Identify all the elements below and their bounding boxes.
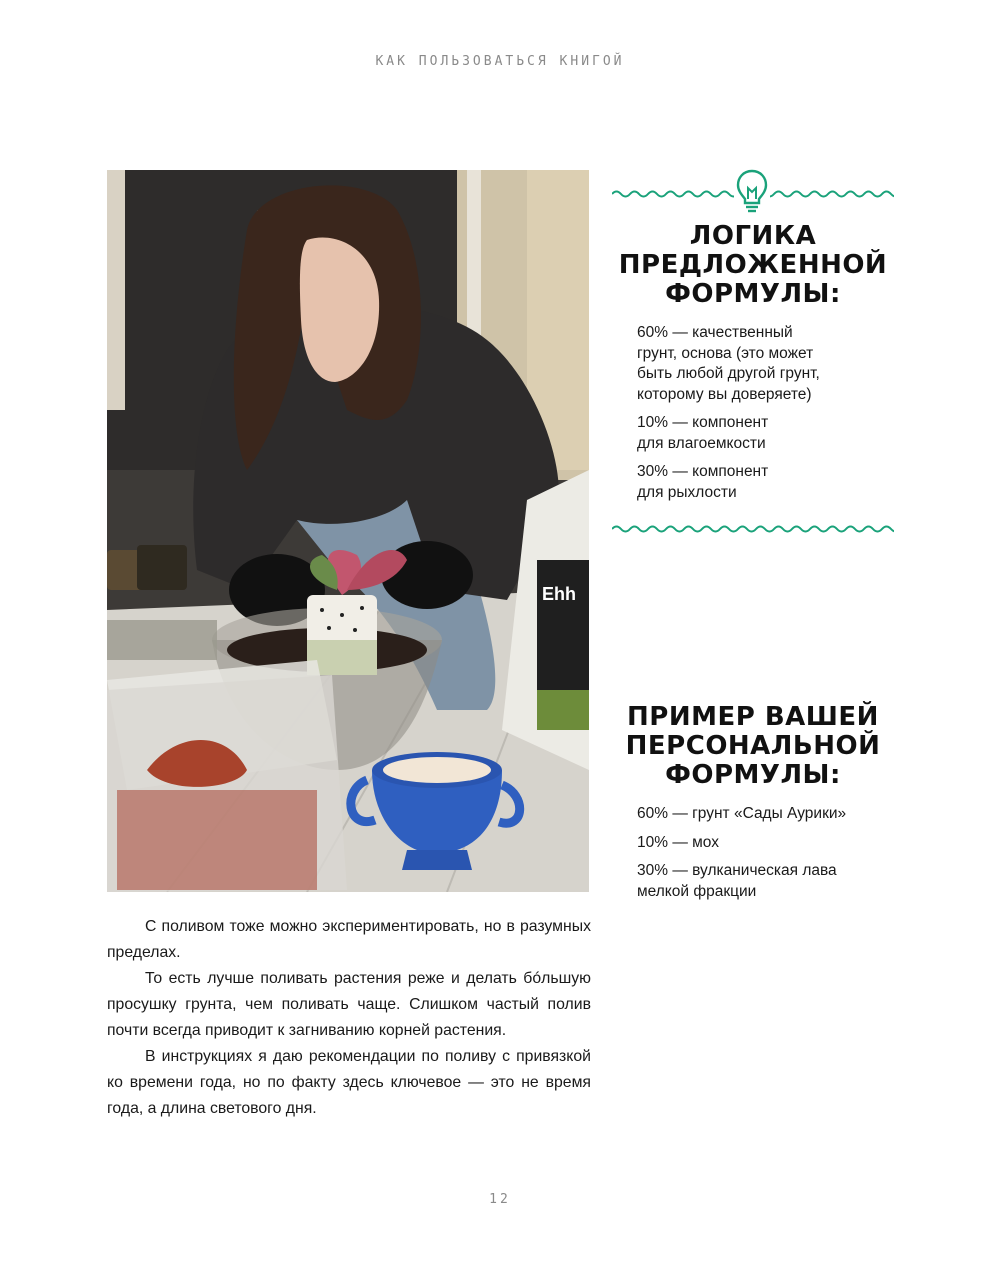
page-number: 12 [489, 1192, 511, 1207]
wave-divider-top [612, 168, 894, 220]
formula-example-title: ПРИМЕР ВАШЕЙ ПЕРСОНАЛЬНОЙ ФОРМУЛЫ: [625, 702, 881, 790]
formula-logic-box [612, 168, 894, 535]
list-item: 10% — компонент для влагоемкости [637, 414, 769, 452]
paragraph: С поливом тоже можно экспериментировать, но в разумных пределах. [107, 918, 591, 961]
list-item: 60% — качественный грунт, основа (это может быть любой другой грунт, которому вы доверяете) [637, 324, 820, 403]
photo-woman-planting [107, 170, 589, 892]
wave-divider-bottom [612, 523, 894, 535]
list-item: 30% — компонент для рыхлости [637, 463, 769, 501]
running-head: КАК ПОЛЬЗОВАТЬСЯ КНИГОЙ [375, 54, 625, 69]
lightbulb-icon [734, 168, 770, 214]
paragraph: То есть лучше поливать растения реже и делать бóльшую просушку грунта, чем поливать чаще. Слишком частый полив почти всегда приводит к загниванию корней растения. [107, 970, 591, 1039]
formula-example-list [612, 804, 894, 902]
soil-bag-label: Ehh [542, 584, 576, 604]
list-item: 10% — мох [637, 833, 719, 851]
formula-logic-title: ЛОГИКА ПРЕДЛОЖЕННОЙ ФОРМУЛЫ: [618, 221, 888, 309]
formula-logic-list [612, 323, 894, 503]
list-item: 30% — вулканическая лава мелкой фракции [637, 862, 837, 900]
body-text [107, 914, 591, 1122]
list-item: 60% — грунт «Сады Аурики» [637, 805, 847, 822]
formula-example-box [612, 703, 894, 910]
paragraph: В инструкциях я даю рекомендации по поливу с привязкой ко времени года, но по факту здесь ключевое — это не время года, а длина светового дня. [107, 1048, 591, 1117]
